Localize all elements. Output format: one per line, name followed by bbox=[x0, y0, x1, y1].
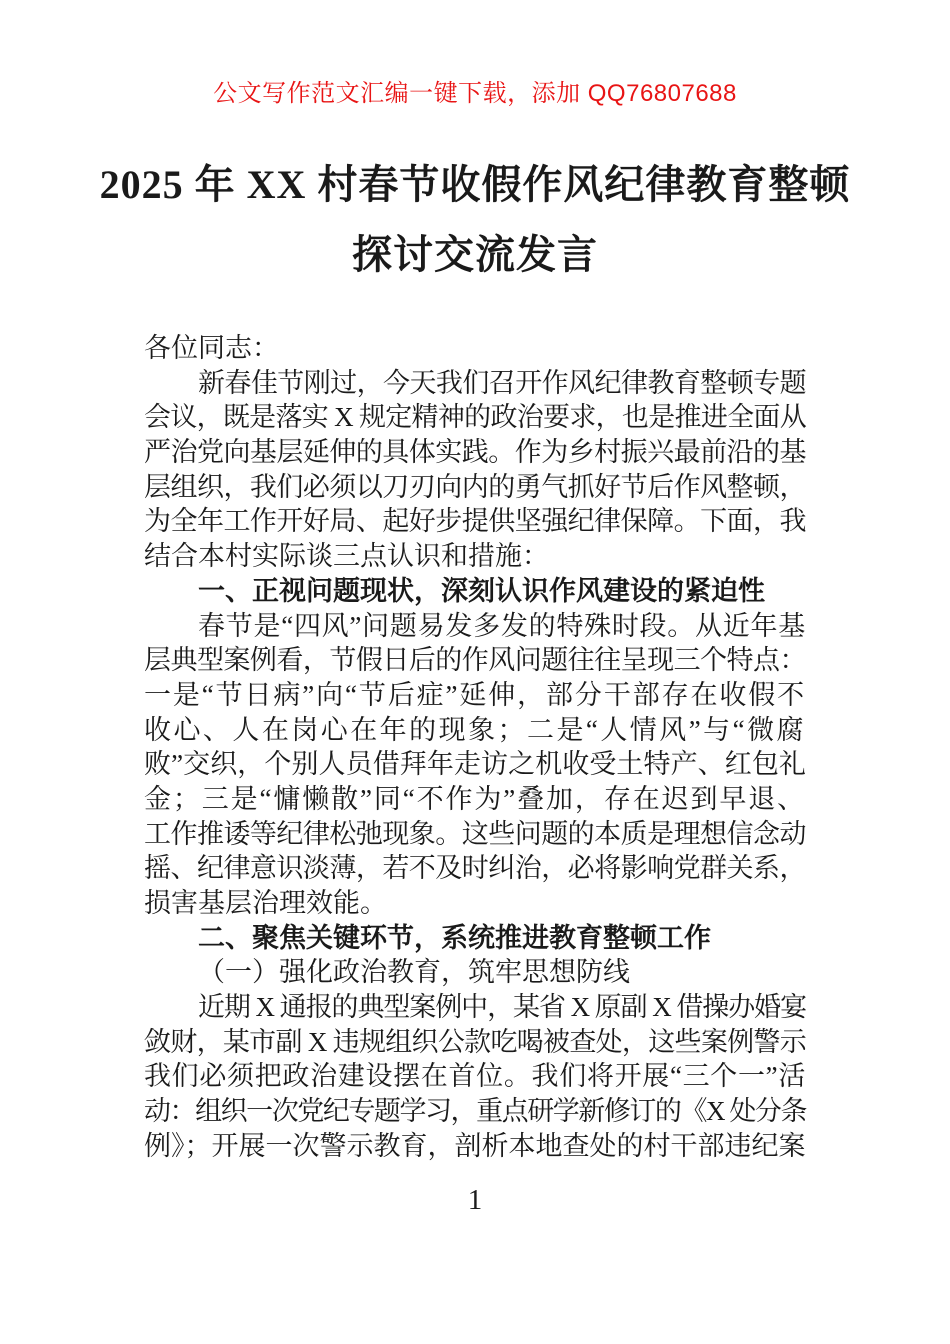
text-line: 近期 X 通报的典型案例中，某省 X 原副 X 借操办婚宴 bbox=[198, 992, 806, 1023]
text-line: 春节是“四风”问题易发多发的特殊时段。从近年基 bbox=[198, 610, 806, 641]
text-line: 为全年工作开好局、起好步提供坚强纪律保障。下面，我 bbox=[144, 506, 806, 537]
text-line: 一是“节日病”向“节后症”延伸，部分干部存在收假不 bbox=[144, 679, 806, 710]
document-title-line2: 探讨交流发言 bbox=[352, 232, 598, 277]
text-line: 层组织，我们必须以刀刃向内的勇气抓好节后作风整顿， bbox=[144, 471, 806, 502]
text-line: 动：组织一次党纪专题学习，重点研学新修订的《X 处分条 bbox=[144, 1096, 806, 1127]
text-line: 严治党向基层延伸的具体实践。作为乡村振兴最前沿的基 bbox=[144, 437, 806, 468]
text-line: 收心、人在岗心在年的现象；二是“人情风”与“微腐 bbox=[144, 714, 806, 745]
text-line: 二、聚焦关键环节，系统推进教育整顿工作 bbox=[198, 922, 711, 953]
text-line: 败”交织，个别人员借拜年走访之机收受土特产、红包礼 bbox=[144, 749, 806, 780]
text-line: 我们必须把政治建设摆在首位。我们将开展“三个一”活 bbox=[144, 1061, 806, 1092]
text-line: 摇、纪律意识淡薄，若不及时纠治，必将影响党群关系， bbox=[144, 853, 806, 884]
document-body bbox=[144, 331, 806, 1164]
promo-banner: 公文写作范文汇编一键下载，添加 QQ76807688 bbox=[213, 80, 737, 107]
text-line: 敛财，某市副 X 违规组织公款吃喝被查处，这些案例警示 bbox=[144, 1026, 806, 1057]
document-title-line1: 2025 年 XX 村春节收假作风纪律教育整顿 bbox=[99, 162, 851, 207]
text-line: 损害基层治理效能。 bbox=[144, 888, 387, 918]
text-line: （一）强化政治教育，筑牢思想防线 bbox=[198, 957, 630, 988]
text-line: 各位同志： bbox=[144, 333, 279, 363]
text-line: 新春佳节刚过，今天我们召开作风纪律教育整顿专题 bbox=[198, 367, 806, 398]
text-line: 层典型案例看，节假日后的作风问题往往呈现三个特点： bbox=[144, 645, 806, 676]
text-line: 例》；开展一次警示教育，剖析本地查处的村干部违纪案 bbox=[144, 1130, 806, 1161]
text-line: 金；三是“慵懒散”同“不作为”叠加，存在迟到早退、 bbox=[144, 783, 806, 814]
text-line: 结合本村实际谈三点认识和措施： bbox=[144, 541, 549, 572]
document-title bbox=[0, 150, 950, 290]
page-number: 1 bbox=[467, 1184, 483, 1216]
text-line: 工作推诿等纪律松弛现象。这些问题的本质是理想信念动 bbox=[144, 818, 806, 849]
text-line: 会议，既是落实 X 规定精神的政治要求，也是推进全面从 bbox=[144, 402, 806, 433]
text-line: 一、正视问题现状，深刻认识作风建设的紧迫性 bbox=[198, 575, 765, 606]
